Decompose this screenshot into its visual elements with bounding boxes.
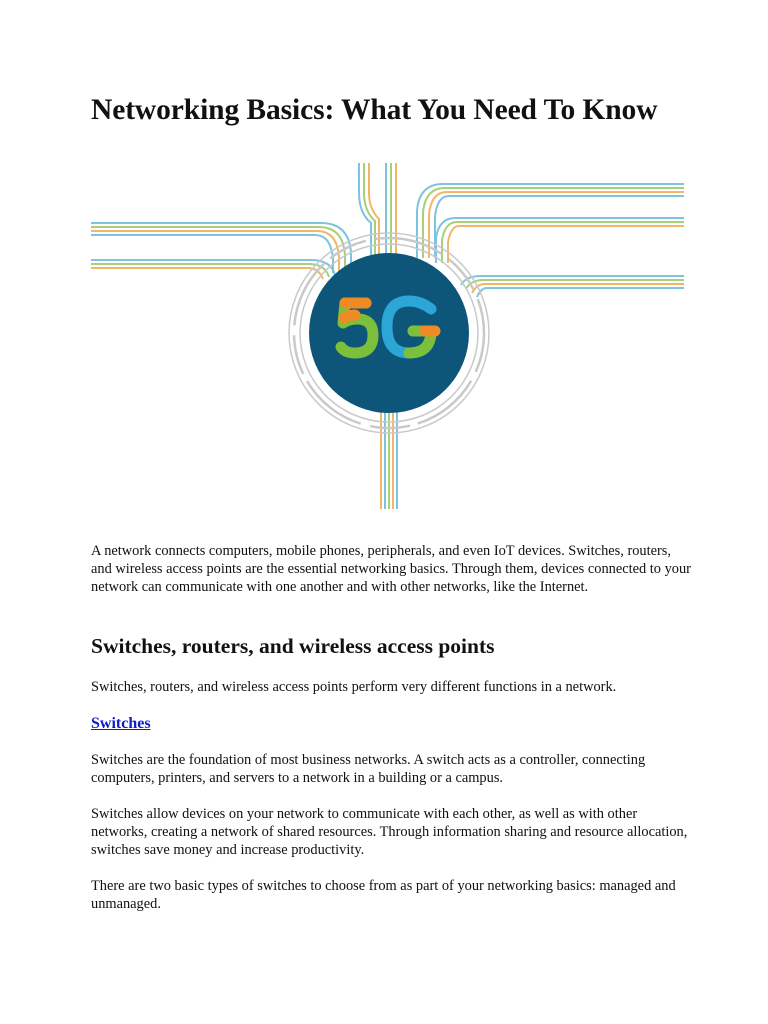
intro-paragraph: A network connects computers, mobile phones, peripherals, and even IoT devices. Switches, routers, and wireless access points are the essential networking basics. Through them, devices connected to your network can communicate with one another and with other networks, like the Internet.: [91, 543, 691, 595]
paragraph-switches-communicate: Switches allow devices on your network to communicate with each other, as well as with other networks, creating a network of shared resources. Through information sharing and resource allocation, switches save money and increase productivity.: [91, 806, 688, 858]
5g-network-icon: [91, 163, 684, 509]
article-title: Networking Basics: What You Need To Know: [91, 94, 658, 126]
hero-illustration: [91, 163, 684, 509]
switches-subheading: [91, 713, 151, 735]
section-heading: Switches, routers, and wireless access points: [91, 634, 495, 658]
paragraph-switches-foundation: Switches are the foundation of most business networks. A switch acts as a controller, connecting computers, printers, and servers to a network in a building or a campus.: [91, 752, 646, 786]
switches-link[interactable]: Switches: [91, 715, 151, 732]
paragraph-switch-types: There are two basic types of switches to choose from as part of your networking basics: managed and unmanaged.: [91, 878, 676, 912]
section-intro-paragraph: Switches, routers, and wireless access points perform very different functions in a network.: [91, 679, 617, 695]
